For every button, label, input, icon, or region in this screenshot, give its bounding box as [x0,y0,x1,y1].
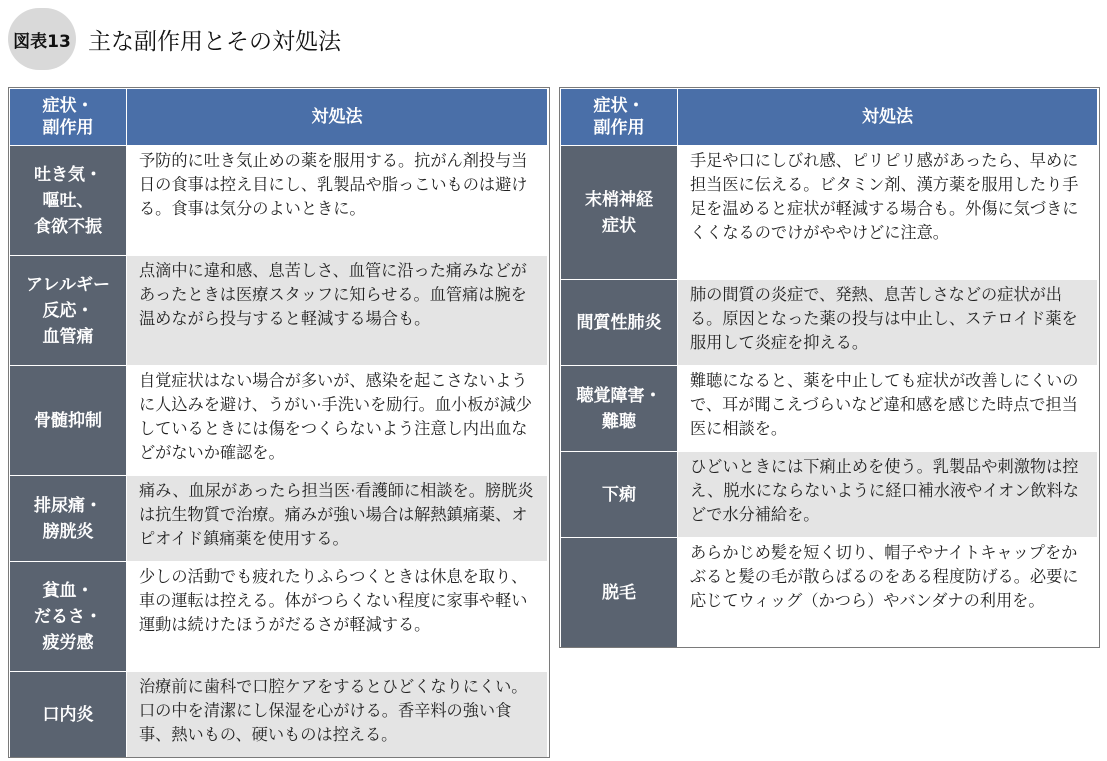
figure-header [8,8,708,70]
table-row [561,452,1098,538]
table-row [10,672,548,758]
treatment-cell: 痛み、血尿があったら担当医·看護師に相談を。膀胱炎は抗生物質で治療。痛みが強い場合は解熱鎮痛薬、オピオイド鎮痛薬を使用する。 [127,476,548,562]
symptom-cell: 吐き気・ 嘔吐、 食欲不振 [10,146,127,256]
table-row [561,366,1098,452]
symptom-cell: 下痢 [561,452,678,538]
symptom-cell: 骨髄抑制 [10,366,127,476]
treatment-cell: 少しの活動でも疲れたりふらつくときは休息を取り、車の運転は控える。体がつらくない程度に家事や軽い運動は続けたほうがだるさが軽減する。 [127,562,548,672]
table-header-row [10,89,548,146]
header-symptom: 症状・ 副作用 [561,89,678,146]
treatment-cell: あらかじめ髪を短く切り、帽子やナイトキャップをかぶると髪の毛が散らばるのをある程度防げる。必要に応じてウィッグ（かつら）やバンダナの利用を。 [678,538,1098,648]
symptom-cell: 末梢神経 症状 [561,146,678,280]
table-header-row [561,89,1098,146]
table-row [10,366,548,476]
table-row [10,146,548,256]
side-effects-table-left [9,88,548,758]
symptom-cell: 排尿痛・ 膀胱炎 [10,476,127,562]
header-treatment: 対処法 [678,89,1098,146]
table-row [10,256,548,366]
symptom-cell: 貧血・ だるさ・ 疲労感 [10,562,127,672]
symptom-cell: 口内炎 [10,672,127,758]
treatment-cell: 自覚症状はない場合が多いが、感染を起こさないように人込みを避け、うがい·手洗いを励行。血小板が減少しているときには傷をつくらないよう注意し内出血などがないか確認を。 [127,366,548,476]
table-row [10,562,548,672]
figure-number-badge: 図表13 [8,8,76,70]
treatment-cell: ひどいときには下痢止めを使う。乳製品や刺激物は控え、脱水にならないように経口補水液やイオン飲料などで水分補給を。 [678,452,1098,538]
treatment-cell: 点滴中に違和感、息苦しさ、血管に沿った痛みなどがあったときは医療スタッフに知らせる。血管痛は腕を温めながら投与すると軽減する場合も。 [127,256,548,366]
symptom-cell: 間質性肺炎 [561,280,678,366]
side-effects-table-right [560,88,1098,648]
symptom-cell: 聴覚障害・ 難聴 [561,366,678,452]
treatment-cell: 肺の間質の炎症で、発熱、息苦しさなどの症状が出る。原因となった薬の投与は中止し、ステロイド薬を服用して炎症を抑える。 [678,280,1098,366]
symptom-cell: 脱毛 [561,538,678,648]
treatment-cell: 予防的に吐き気止めの薬を服用する。抗がん剤投与当日の食事は控え目にし、乳製品や脂っこいものは避ける。食事は気分のよいときに。 [127,146,548,256]
table-row [561,146,1098,280]
figure-title: 主な副作用とその対処法 [88,29,341,55]
treatment-cell: 治療前に歯科で口腔ケアをするとひどくなりにくい。口の中を清潔にし保湿を心がける。香辛料の強い食事、熱いもの、硬いものは控える。 [127,672,548,758]
table-row [10,476,548,562]
table-row [561,538,1098,648]
treatment-cell: 難聴になると、薬を中止しても症状が改善しにくいので、耳が聞こえづらいなど違和感を感じた時点で担当医に相談を。 [678,366,1098,452]
header-symptom: 症状・ 副作用 [10,89,127,146]
table-row [561,280,1098,366]
symptom-cell: アレルギー 反応・ 血管痛 [10,256,127,366]
header-treatment: 対処法 [127,89,548,146]
treatment-cell: 手足や口にしびれ感、ピリピリ感があったら、早めに担当医に伝える。ビタミン剤、漢方薬を服用したり手足を温めると症状が軽減する場合も。外傷に気づきにくくなるのでけがややけどに注意。 [678,146,1098,280]
